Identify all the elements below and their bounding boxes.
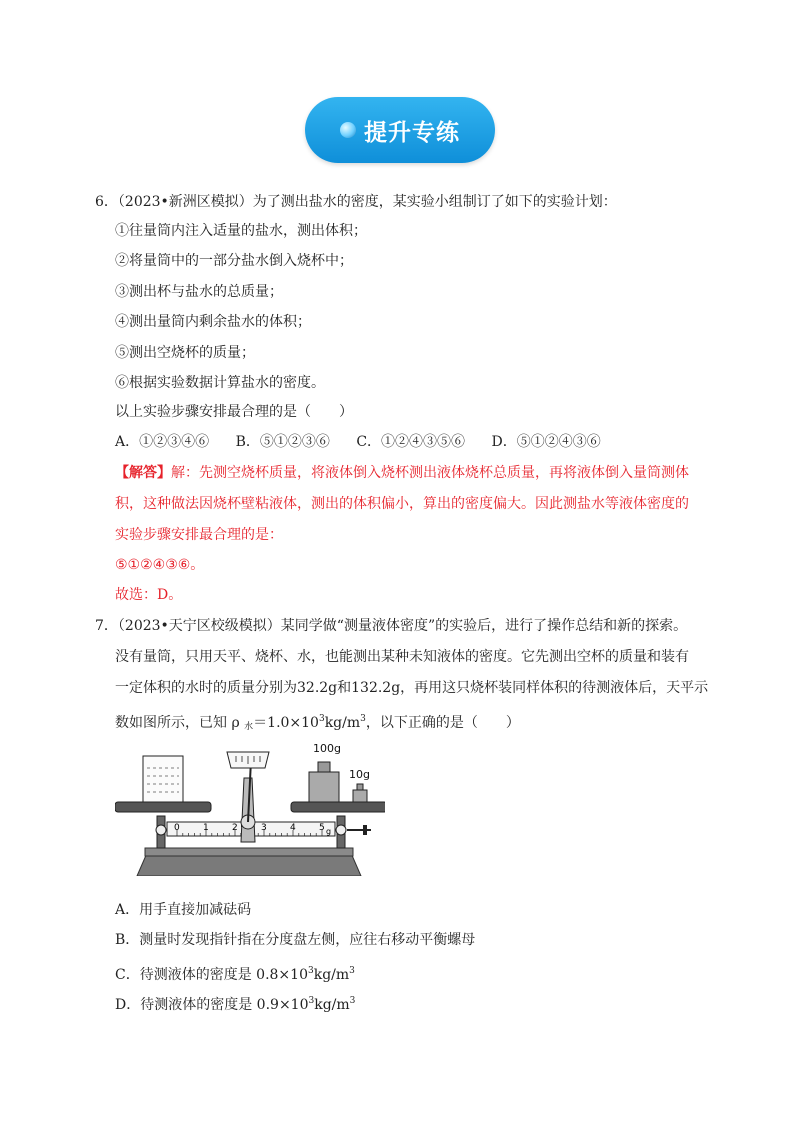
unit: kg/m xyxy=(324,715,361,731)
q6-options xyxy=(115,432,623,452)
unit-exponent: 3 xyxy=(360,714,366,724)
q7-stem-mid: ＝1.0×10 xyxy=(253,715,319,731)
q7-stem-1: 7．（2023•天宁区校级模拟）某同学做“测量液体密度”的实验后，进行了操作总结和新的探索。 xyxy=(95,618,688,634)
q7-stem-3: 一定体积的水时的质量分别为32.2g和132.2g，再用这只烧杯装同样体积的待测液体后，天平示 xyxy=(115,680,709,696)
right-screw-icon xyxy=(336,825,346,835)
q7-option-a: A．用手直接加减砝码 xyxy=(115,902,252,918)
q6-option-b: B．⑤①②③⑥ xyxy=(235,434,330,450)
q6-step-4: ④测出量筒内剩余盐水的体积； xyxy=(115,314,311,330)
weight-10g-label: 10g xyxy=(349,768,370,781)
weight-10g-top xyxy=(357,784,363,790)
balance-stand xyxy=(145,848,353,856)
banner-title: 提升专练 xyxy=(364,119,460,146)
q6-answer-line-2: 积，这种做法因烧杯壁粘液体，测出的体积偏小，算出的密度偏大。因此测盐水等液体密度的 xyxy=(115,496,689,512)
q6-answer-line-1 xyxy=(115,463,689,483)
q6-step-1: ①往量筒内注入适量的盐水，测出体积； xyxy=(115,223,367,239)
q7-option-c-text: C．待测液体的密度是 0.8×10 xyxy=(115,967,308,983)
rho-subscript: 水 xyxy=(244,722,254,732)
q6-stem: 6．（2023•新洲区模拟）为了测出盐水的密度，某实验小组制订了如下的实验计划： xyxy=(95,194,617,210)
scale-tick-label: 1 xyxy=(203,823,209,833)
q6-prompt: 以上实验步骤安排最合理的是（ ） xyxy=(115,404,353,420)
scale-tick-label: 2 xyxy=(232,823,238,833)
q6-answer-line-3: 实验步骤安排最合理的是： xyxy=(115,527,283,543)
unit: kg/m xyxy=(313,967,350,983)
unit: kg/m xyxy=(314,997,350,1013)
q6-option-a: A．①②③④⑥ xyxy=(115,434,210,450)
balance-figure xyxy=(115,738,385,876)
left-pan xyxy=(115,802,211,812)
left-screw-icon xyxy=(156,825,166,835)
beaker-icon xyxy=(143,756,183,802)
q6-answer-line-4: ⑤①②④③⑥。 xyxy=(115,557,205,573)
right-pan xyxy=(291,802,385,812)
q7-option-d xyxy=(115,991,355,1015)
answer-text-1: 解：先测空烧杯质量，将液体倒入烧杯测出液体烧杯总质量，再将液体倒入量筒测体 xyxy=(171,465,689,481)
q7-stem-2: 没有量筒，只用天平、烧杯、水，也能测出某种未知液体的密度。它先测出空杯的质量和装有 xyxy=(115,649,689,665)
scale-tick-label: 3 xyxy=(261,823,267,833)
q6-step-2: ②将量筒中的一部分盐水倒入烧杯中； xyxy=(115,253,353,269)
scale-tick-label: 4 xyxy=(290,823,296,833)
scale-tick-label: 5 xyxy=(319,823,325,833)
q6-answer-line-5: 故选：D。 xyxy=(115,587,183,603)
q6-option-c: C．①②④③⑤⑥ xyxy=(356,434,466,450)
answer-tag: 【解答】 xyxy=(115,465,171,481)
weight-100g-icon xyxy=(309,772,339,802)
exponent: 3 xyxy=(308,996,315,1006)
weight-100g-top xyxy=(318,762,330,772)
scale-unit: g xyxy=(326,827,332,836)
unit-exponent: 3 xyxy=(349,996,356,1006)
q7-stem-pre: 数如图所示，已知 ρ xyxy=(115,715,245,731)
exponent: 3 xyxy=(318,714,325,724)
q7-option-b: B．测量时发现指针指在分度盘左侧，应往右移动平衡螺母 xyxy=(115,932,476,948)
q6-step-6: ⑥根据实验数据计算盐水的密度。 xyxy=(115,375,325,391)
q6-step-3: ③测出杯与盐水的总质量； xyxy=(115,284,283,300)
section-banner xyxy=(305,97,495,163)
balance-nut-knob xyxy=(363,825,367,835)
weight-100g-label: 100g xyxy=(313,742,341,755)
q6-option-d: D．⑤①②④③⑥ xyxy=(491,434,601,450)
q7-stem-4 xyxy=(115,709,520,737)
q7-option-d-text: D．待测液体的密度是 0.9×10 xyxy=(115,997,309,1013)
exponent: 3 xyxy=(307,966,314,976)
scale-tick-label: 0 xyxy=(174,823,180,833)
q7-stem-post: ，以下正确的是（ ） xyxy=(365,715,520,731)
unit-exponent: 3 xyxy=(349,966,355,976)
weight-10g-icon xyxy=(353,790,367,802)
q7-option-c xyxy=(115,961,355,985)
q6-step-5: ⑤测出空烧杯的质量； xyxy=(115,345,255,361)
bubble-icon xyxy=(340,122,356,138)
